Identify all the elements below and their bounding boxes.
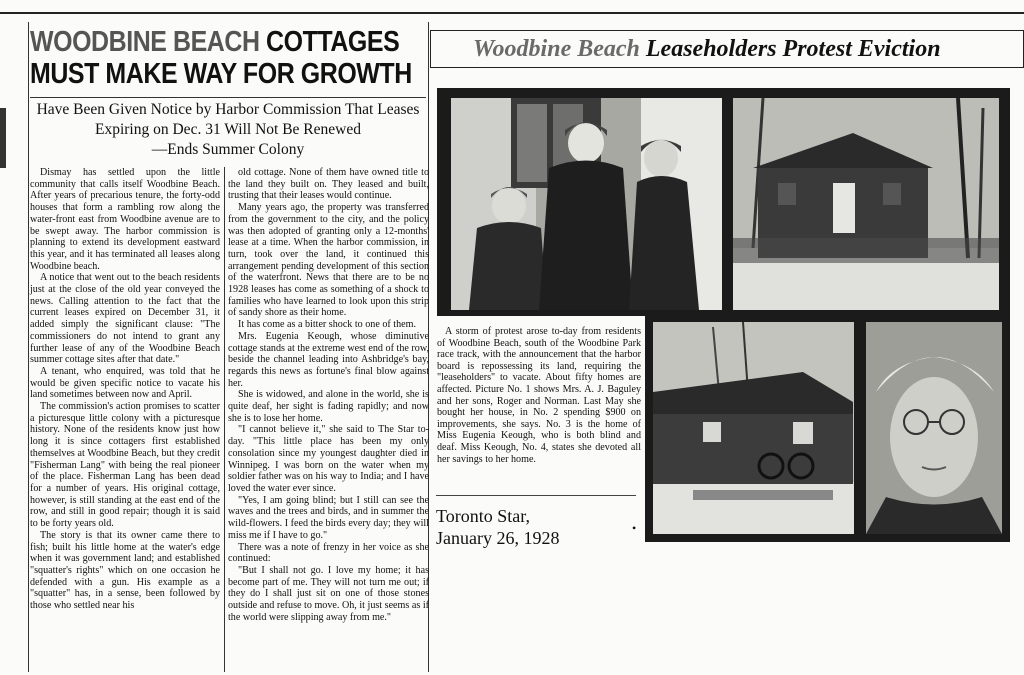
photo-3-illustration: [653, 322, 854, 534]
paragraph: "But I shall not go. I love my home; it has become part of me. They will not turn me out; if they do I shall just sit on one of those stones outside and refuse to move. Oh, it just seems as if the world were slipping away from me.": [228, 564, 429, 623]
article-column-2: [228, 167, 429, 623]
paragraph: She is widowed, and alone in the world, she is quite deaf, her sight is fading rapidly; and now she is to lose her home.: [228, 389, 429, 424]
photo-4-illustration: [866, 322, 1002, 534]
paragraph: A tenant, who enquired, was told that he would be given specific notice to vacate his land sometimes between now and April.: [30, 365, 220, 401]
paragraph: There was a note of frenzy in her voice as she continued:: [228, 541, 429, 565]
photo-2-illustration: [733, 98, 999, 310]
headline-part2: COTTAGES: [266, 26, 400, 58]
headline-line2: MUST MAKE WAY FOR GROWTH: [30, 58, 412, 90]
paragraph: Mrs. Eugenia Keough, whose diminutive cottage stands at the extreme west end of the row, beside the channel leading into Ashbridge's bay, regards this news as fortune's final blow against her.: [228, 330, 429, 389]
paragraph: "I cannot believe it," she said to The Star to-day. "This little place has been my only consolation since my youngest daughter died in Winnipeg. I was born on the water when my soldier father was on his way to India; and I have loved the water ever since.: [228, 424, 429, 494]
credit-publication: Toronto Star,: [436, 506, 531, 526]
paragraph: old cottage. None of them have owned title to the land they built on. They leased and built, trusting that their leases would continue.: [228, 167, 429, 202]
headline: [30, 26, 412, 90]
left-border: [28, 22, 29, 672]
article-column-1: [30, 167, 220, 612]
photo-2-cottage-winter: [733, 98, 999, 310]
paragraph: Dismay has settled upon the little community that calls itself Woodbine Beach. After years of precarious tenure, the forty-odd houses that form a rambling row along the water-front east from Woodbine avenue are to be swept away. The harbor commission is planning to extend its development eastward this year, and it has terminated all leases along Woodbine beach.: [30, 167, 220, 272]
credit-rule: [436, 495, 636, 496]
headline-rule: [30, 97, 426, 98]
paragraph: "Yes, I am going blind; but I still can see the waves and the trees and birds, and in summer the wild-flowers. I feed the birds every day; they will miss me if I have to go.": [228, 494, 429, 541]
caption-text: A storm of protest arose to-day from residents of Woodbine Beach, south of the Woodbine Park race track, with the announcement that the harbor board is repossessing its land, requiring the "leaseholders" to vacate. About fifty homes are affected. Picture No. 1 shows Mrs. A. J. Baguley and her sons, Roger and Norman. Last May she bought her house, in No. 2 spending $900 on improvements, she says. No. 3 is the home of Miss Eugenia Keough, who is both blind and deaf. Miss Keough, No. 4, states she devoted all her savings to her home.: [437, 326, 641, 465]
photo-4-woman-portrait: [866, 322, 1002, 534]
photo-3-cottage-wagon: [653, 322, 854, 534]
dek-line3: —Ends Summer Colony: [151, 141, 305, 158]
paragraph: The commission's action promises to scatter a picturesque little colony with a picturesque history. None of the residents know just how long it is since cottagers first established themselves at Woodbine Beach, but they credit "Fisherman Lang" with being the real pioneer of the place. Fisherman Lang has been dead for a number of years. His original cottage, however, is still standing at the east end of the row, and still in good repair; though it is said to be forty years old.: [30, 401, 220, 530]
paragraph: Many years ago, the property was transferred from the government to the city, and the policy was then adopted of granting only a 12-months' lease at a time. When the harbor commission, in turn, took over the land, it continued this arrangement pending development of this section of the waterfront. News that there are to be no 1928 leases has come as something of a shock to families who have learned to look upon this strip of sandy shore as their home.: [228, 202, 429, 319]
dek-line2: Expiring on Dec. 31 Will Not Be Renewed: [95, 121, 361, 138]
margin-mark: [0, 108, 6, 168]
photo-1-illustration: [451, 98, 722, 310]
banner-part2: Leaseholders Protest Eviction: [645, 36, 941, 62]
photo-caption: [437, 326, 641, 465]
paragraph: The story is that its owner came there to fish; built his little home at the water's edge when it was government land; and established "squatter's rights" which on one occasion he defended with a gun. His example as a "squatter" has, in a sense, been followed by those who settled near his: [30, 529, 220, 612]
source-credit: [436, 505, 636, 549]
banner-part1: Woodbine Beach: [473, 36, 640, 62]
paragraph: A notice that went out to the beach residents just at the close of the old year conveyed the news. Calling attention to the fact that the current leases expired on December 31, it added simply the significant clause: "The commissioners do not intend to grant any further lease of any of the Woodbine Beach summer cottage sites after that date.": [30, 272, 220, 366]
credit-date: January 26, 1928: [436, 528, 560, 548]
photo-1-family-portrait: [451, 98, 722, 310]
dek: [34, 100, 422, 160]
paragraph: It has come as a bitter shock to one of them.: [238, 319, 416, 331]
column-divider: [224, 167, 225, 672]
top-rule: [0, 12, 1024, 14]
headline-part1: WOODBINE BEACH: [30, 26, 260, 58]
bullet-dot: •: [632, 521, 637, 535]
photo-banner-headline: [430, 30, 1024, 68]
dek-line1: Have Been Given Notice by Harbor Commission That Leases: [36, 101, 420, 118]
